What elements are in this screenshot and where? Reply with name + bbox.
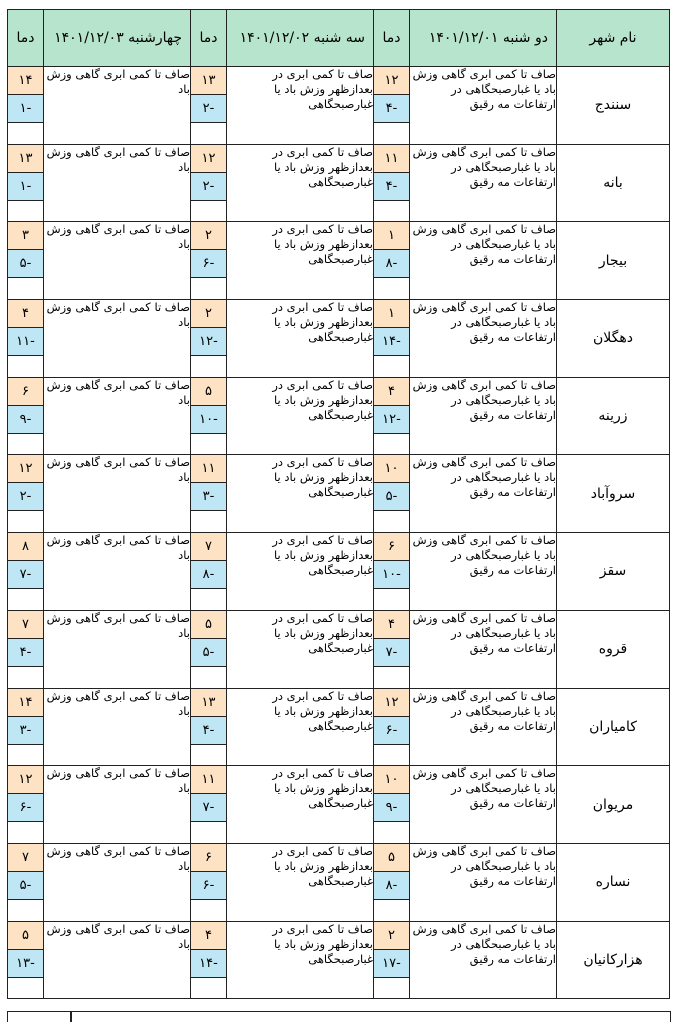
min-temperature: -۷ bbox=[191, 794, 226, 822]
min-temperature: -۹ bbox=[374, 794, 409, 822]
temperature-cell bbox=[191, 455, 227, 533]
min-temperature: -۱۱ bbox=[8, 328, 43, 356]
min-temperature: -۵ bbox=[8, 250, 43, 278]
forecast-description: صاف تا کمی ابری گاهی وزش باد یا غبارصبحگاهی در ارتفاعات مه رقیق bbox=[410, 533, 557, 611]
temperature-cell bbox=[374, 377, 410, 455]
temperature-cell bbox=[374, 533, 410, 611]
max-temperature: ۱۳ bbox=[191, 67, 226, 95]
city-name: سروآباد bbox=[557, 455, 670, 533]
forecast-description: صاف تا کمی ابری گاهی وزش باد bbox=[44, 533, 191, 611]
min-temperature: -۶ bbox=[374, 717, 409, 745]
forecast-description: صاف تا کمی ابری گاهی وزش باد bbox=[44, 300, 191, 378]
max-temperature: ۸ bbox=[8, 533, 43, 561]
max-temperature: ۷ bbox=[8, 611, 43, 639]
temperature-cell bbox=[374, 300, 410, 378]
temperature-cell bbox=[374, 67, 410, 145]
temperature-cell bbox=[191, 67, 227, 145]
forecast-description: صاف تا کمی ابری در بعدازظهر وزش باد یا غبارصبحگاهی bbox=[227, 67, 374, 145]
max-temperature: ۱۲ bbox=[8, 766, 43, 794]
max-temperature: ۱۳ bbox=[8, 145, 43, 173]
max-temperature: ۱۲ bbox=[374, 689, 409, 717]
min-temperature: -۱۷ bbox=[374, 950, 409, 978]
max-temperature: ۴ bbox=[374, 378, 409, 406]
max-temperature: ۶ bbox=[374, 533, 409, 561]
temperature-cell bbox=[374, 843, 410, 921]
temperature-cell bbox=[191, 533, 227, 611]
header-row bbox=[8, 10, 670, 67]
city-name: نساره bbox=[557, 843, 670, 921]
forecast-description: صاف تا کمی ابری در بعدازظهر وزش باد یا غبارصبحگاهی bbox=[227, 766, 374, 844]
min-temperature: -۱ bbox=[8, 173, 43, 201]
forecast-description: صاف تا کمی ابری گاهی وزش باد bbox=[44, 377, 191, 455]
max-temperature: ۱۴ bbox=[8, 67, 43, 95]
forecast-description: صاف تا کمی ابری در بعدازظهر وزش باد یا غبارصبحگاهی bbox=[227, 222, 374, 300]
city-name: سنندج bbox=[557, 67, 670, 145]
temperature-cell bbox=[191, 300, 227, 378]
temperature-cell bbox=[374, 222, 410, 300]
city-name: هزارکانیان bbox=[557, 921, 670, 999]
city-name: زرینه bbox=[557, 377, 670, 455]
min-temperature: -۶ bbox=[191, 872, 226, 900]
min-temperature: -۱۴ bbox=[374, 328, 409, 356]
min-temperature: -۸ bbox=[191, 561, 226, 589]
forecast-description: صاف تا کمی ابری در بعدازظهر وزش باد یا غبارصبحگاهی bbox=[227, 377, 374, 455]
temperature-cell bbox=[191, 921, 227, 999]
min-temperature: -۴ bbox=[374, 95, 409, 123]
max-temperature: ۱۲ bbox=[8, 455, 43, 483]
temperature-cell bbox=[8, 455, 44, 533]
forecast-description: صاف تا کمی ابری در بعدازظهر وزش باد یا غبارصبحگاهی bbox=[227, 300, 374, 378]
temperature-cell bbox=[8, 300, 44, 378]
forecast-description: صاف تا کمی ابری گاهی وزش باد یا غبارصبحگاهی در ارتفاعات مه رقیق bbox=[410, 766, 557, 844]
city-name: مریوان bbox=[557, 766, 670, 844]
min-temperature: -۱۴ bbox=[191, 950, 226, 978]
forecast-description: صاف تا کمی ابری گاهی وزش باد bbox=[44, 921, 191, 999]
day-header: چهارشنبه ۱۴۰۱/۱۲/۰۳ bbox=[44, 10, 191, 67]
temperature-cell bbox=[191, 843, 227, 921]
temperature-cell bbox=[191, 222, 227, 300]
min-temperature: -۷ bbox=[374, 639, 409, 667]
min-temperature: -۱۲ bbox=[374, 406, 409, 434]
max-temperature: ۵ bbox=[191, 378, 226, 406]
table-row bbox=[8, 377, 670, 455]
city-name: سقز bbox=[557, 533, 670, 611]
temperature-cell bbox=[8, 843, 44, 921]
min-temperature: -۳ bbox=[8, 717, 43, 745]
max-temperature: ۱۱ bbox=[374, 145, 409, 173]
max-temperature: ۵ bbox=[8, 922, 43, 950]
table-row bbox=[8, 610, 670, 688]
table-row bbox=[8, 67, 670, 145]
city-name: دهگلان bbox=[557, 300, 670, 378]
temperature-cell bbox=[8, 144, 44, 222]
table-row bbox=[8, 843, 670, 921]
min-temperature: -۴ bbox=[191, 717, 226, 745]
temperature-cell bbox=[374, 688, 410, 766]
table-row bbox=[8, 766, 670, 844]
temperature-cell bbox=[8, 222, 44, 300]
forecast-description: صاف تا کمی ابری گاهی وزش باد bbox=[44, 144, 191, 222]
max-temperature: ۴ bbox=[374, 611, 409, 639]
forecast-description: صاف تا کمی ابری در بعدازظهر وزش باد یا غبارصبحگاهی bbox=[227, 921, 374, 999]
city-name: قروه bbox=[557, 610, 670, 688]
max-temperature: ۵ bbox=[374, 844, 409, 872]
forecast-description: صاف تا کمی ابری گاهی وزش باد bbox=[44, 222, 191, 300]
min-temperature: -۵ bbox=[374, 483, 409, 511]
min-temperature: -۸ bbox=[374, 872, 409, 900]
temperature-cell bbox=[374, 144, 410, 222]
max-temperature: ۴ bbox=[8, 300, 43, 328]
min-temperature: -۳ bbox=[191, 483, 226, 511]
min-temperature: -۷ bbox=[8, 561, 43, 589]
city-name: بانه bbox=[557, 144, 670, 222]
temperature-cell bbox=[191, 766, 227, 844]
temp-header: دما bbox=[191, 10, 227, 67]
forecast-description: صاف تا کمی ابری گاهی وزش باد bbox=[44, 843, 191, 921]
max-temperature: ۱۳ bbox=[191, 689, 226, 717]
max-temperature: ۲ bbox=[374, 922, 409, 950]
min-temperature: -۶ bbox=[8, 794, 43, 822]
temperature-cell bbox=[374, 766, 410, 844]
max-temperature: ۷ bbox=[191, 533, 226, 561]
forecast-description: صاف تا کمی ابری در بعدازظهر وزش باد یا غبارصبحگاهی bbox=[227, 455, 374, 533]
max-temperature: ۱ bbox=[374, 300, 409, 328]
max-temperature: ۶ bbox=[191, 844, 226, 872]
forecast-description: صاف تا کمی ابری گاهی وزش باد یا غبارصبحگاهی در ارتفاعات مه رقیق bbox=[410, 843, 557, 921]
forecast-description: صاف تا کمی ابری گاهی وزش باد یا غبارصبحگاهی در ارتفاعات مه رقیق bbox=[410, 455, 557, 533]
temperature-cell bbox=[8, 921, 44, 999]
min-temperature: -۶ bbox=[191, 250, 226, 278]
temperature-cell bbox=[8, 688, 44, 766]
forecast-description: صاف تا کمی ابری گاهی وزش باد یا غبارصبحگاهی در ارتفاعات مه رقیق bbox=[410, 610, 557, 688]
temperature-cell bbox=[8, 610, 44, 688]
forecast-description: صاف تا کمی ابری در بعدازظهر وزش باد یا غبارصبحگاهی bbox=[227, 610, 374, 688]
temperature-cell bbox=[8, 766, 44, 844]
max-temperature: ۳ bbox=[8, 222, 43, 250]
forecast-description: صاف تا کمی ابری گاهی وزش باد یا غبارصبحگاهی در ارتفاعات مه رقیق bbox=[410, 222, 557, 300]
forecast-description: صاف تا کمی ابری گاهی وزش باد یا غبارصبحگاهی در ارتفاعات مه رقیق bbox=[410, 377, 557, 455]
forecast-description: صاف تا کمی ابری گاهی وزش باد bbox=[44, 688, 191, 766]
forecast-description: صاف تا کمی ابری در بعدازظهر وزش باد یا غبارصبحگاهی bbox=[227, 843, 374, 921]
temperature-cell bbox=[8, 533, 44, 611]
table-row bbox=[8, 688, 670, 766]
forecast-description: صاف تا کمی ابری در بعدازظهر وزش باد یا غبارصبحگاهی bbox=[227, 533, 374, 611]
city-column-header: نام شهر bbox=[557, 10, 670, 67]
max-temperature: ۴ bbox=[191, 922, 226, 950]
min-temperature: -۴ bbox=[8, 639, 43, 667]
table-row bbox=[8, 222, 670, 300]
temperature-cell bbox=[191, 144, 227, 222]
max-temperature: ۲ bbox=[191, 222, 226, 250]
forecast-description: صاف تا کمی ابری گاهی وزش باد bbox=[44, 610, 191, 688]
min-temperature: -۹ bbox=[8, 406, 43, 434]
table-row bbox=[8, 455, 670, 533]
max-temperature: ۱ bbox=[374, 222, 409, 250]
max-temperature: ۱۰ bbox=[374, 766, 409, 794]
table-row bbox=[8, 300, 670, 378]
temperature-cell bbox=[374, 921, 410, 999]
table-row bbox=[8, 921, 670, 999]
temperature-cell bbox=[8, 377, 44, 455]
min-temperature: -۱۳ bbox=[8, 950, 43, 978]
temperature-cell bbox=[8, 67, 44, 145]
max-temperature: ۱۲ bbox=[191, 145, 226, 173]
temp-header: دما bbox=[8, 10, 44, 67]
min-temperature: -۱۰ bbox=[374, 561, 409, 589]
temperature-cell bbox=[191, 610, 227, 688]
min-temperature: -۲ bbox=[191, 95, 226, 123]
min-temperature: -۱۰ bbox=[191, 406, 226, 434]
forecast-description: صاف تا کمی ابری گاهی وزش باد یا غبارصبحگاهی در ارتفاعات مه رقیق bbox=[410, 688, 557, 766]
forecast-description: صاف تا کمی ابری در بعدازظهر وزش باد یا غبارصبحگاهی bbox=[227, 144, 374, 222]
temp-header: دما bbox=[374, 10, 410, 67]
temperature-cell bbox=[191, 688, 227, 766]
min-temperature: -۵ bbox=[191, 639, 226, 667]
forecast-description: صاف تا کمی ابری گاهی وزش باد یا غبارصبحگاهی در ارتفاعات مه رقیق bbox=[410, 300, 557, 378]
max-temperature: ۱۱ bbox=[191, 455, 226, 483]
max-temperature: ۶ bbox=[8, 378, 43, 406]
forecast-description: صاف تا کمی ابری گاهی وزش باد یا غبارصبحگاهی در ارتفاعات مه رقیق bbox=[410, 144, 557, 222]
max-temperature: ۵ bbox=[191, 611, 226, 639]
min-temperature: -۵ bbox=[8, 872, 43, 900]
max-temperature: ۲ bbox=[191, 300, 226, 328]
max-temperature: ۱۱ bbox=[191, 766, 226, 794]
forecast-description: صاف تا کمی ابری گاهی وزش باد bbox=[44, 67, 191, 145]
city-name: کامیاران bbox=[557, 688, 670, 766]
min-temperature: -۲ bbox=[8, 483, 43, 511]
temperature-cell bbox=[374, 455, 410, 533]
max-temperature: ۱۲ bbox=[374, 67, 409, 95]
forecast-description: صاف تا کمی ابری گاهی وزش باد یا غبارصبحگاهی در ارتفاعات مه رقیق bbox=[410, 921, 557, 999]
table-row bbox=[8, 533, 670, 611]
max-temperature: ۷ bbox=[8, 844, 43, 872]
min-temperature: -۱۲ bbox=[191, 328, 226, 356]
max-temperature: ۱۴ bbox=[8, 689, 43, 717]
max-temperature: ۱۰ bbox=[374, 455, 409, 483]
temperature-cell bbox=[191, 377, 227, 455]
temperature-cell bbox=[374, 610, 410, 688]
forecast-description: صاف تا کمی ابری گاهی وزش باد bbox=[44, 455, 191, 533]
day-header: دو شنبه ۱۴۰۱/۱۲/۰۱ bbox=[410, 10, 557, 67]
table-row bbox=[8, 144, 670, 222]
min-temperature: -۱ bbox=[8, 95, 43, 123]
min-temperature: -۴ bbox=[374, 173, 409, 201]
city-name: بیجار bbox=[557, 222, 670, 300]
min-temperature: -۲ bbox=[191, 173, 226, 201]
min-temperature: -۸ bbox=[374, 250, 409, 278]
forecast-table bbox=[7, 9, 670, 999]
forecast-description: صاف تا کمی ابری در بعدازظهر وزش باد یا غبارصبحگاهی bbox=[227, 688, 374, 766]
forecast-description: صاف تا کمی ابری گاهی وزش باد bbox=[44, 766, 191, 844]
forecast-description: صاف تا کمی ابری گاهی وزش باد یا غبارصبحگاهی در ارتفاعات مه رقیق bbox=[410, 67, 557, 145]
day-header: سه شنبه ۱۴۰۱/۱۲/۰۲ bbox=[227, 10, 374, 67]
